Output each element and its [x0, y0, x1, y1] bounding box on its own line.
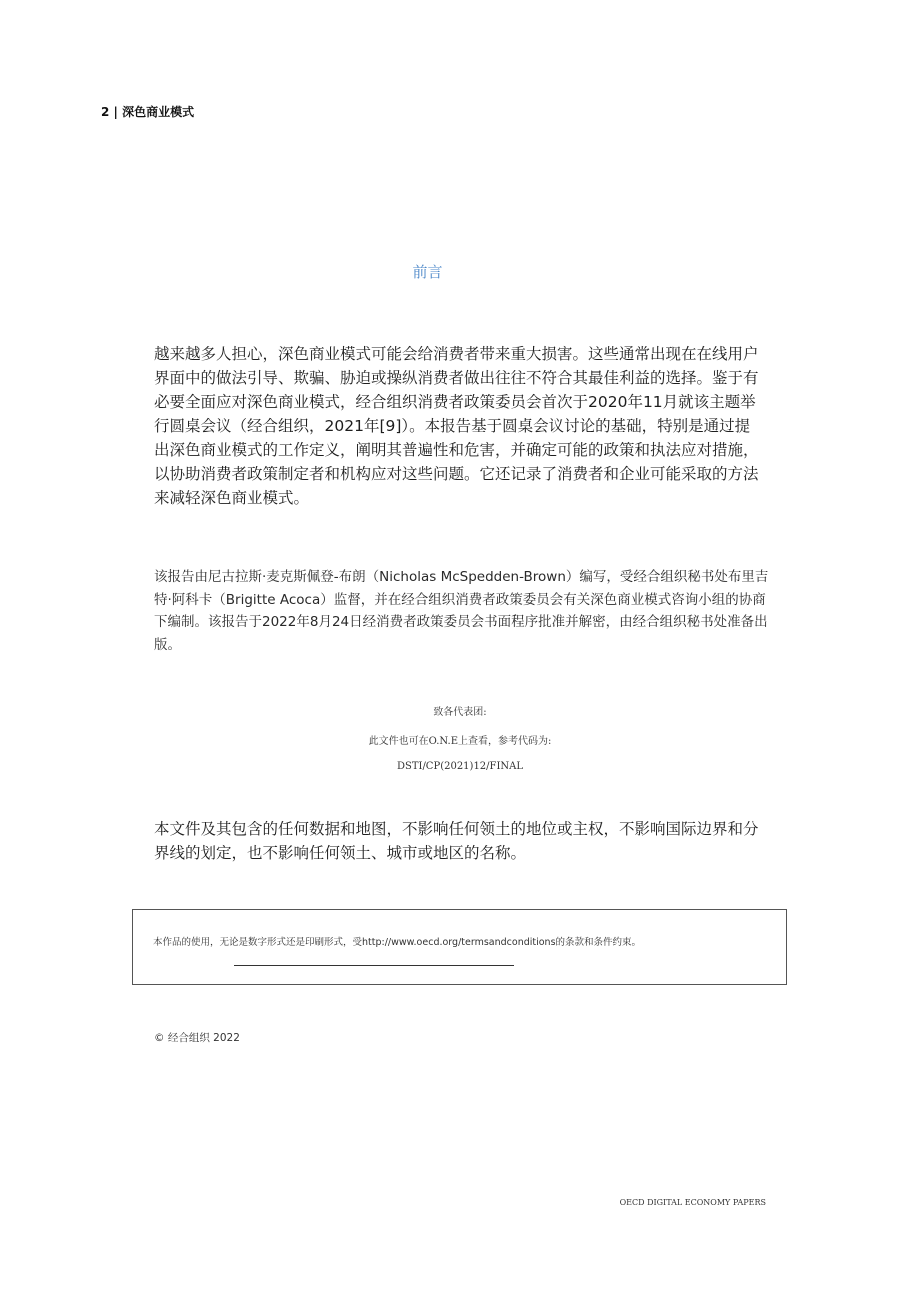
terms-divider — [234, 965, 514, 966]
copyright-notice: © 经合组织 2022 — [154, 1032, 240, 1044]
intro-paragraph: 越来越多人担心，深色商业模式可能会给消费者带来重大损害。这些通常出现在在线用户界面中的做法引导、欺骗、胁迫或操纵消费者做出往往不符合其最佳利益的选择。鉴于有必要全面应对深色商业模式，经合组织消费者政策委员会首次于2020年11月就该主题举行圆桌会议（经合组织，2021年[9]）。本报告基于圆桌会议讨论的基础，特别是通过提出深色商业模式的工作定义，阐明其普遍性和危害，并确定可能的政策和执法应对措施，以协助消费者政策制定者和机构应对这些问题。它还记录了消费者和企业可能采取的方法来减轻深色商业模式。 — [154, 345, 759, 507]
footer-series-name: OECD DIGITAL ECONOMY PAPERS — [619, 1198, 766, 1207]
terms-text: 本作品的使用，无论是数字形式还是印刷形式，受http://www.oecd.org/termsandconditions的条款和条件约束。 — [153, 937, 642, 948]
disclaimer-paragraph: 本文件及其包含的任何数据和地图，不影响任何领土的地位或主权，不影响国际边界和分界线的划定，也不影响任何领土、城市或地区的名称。 — [154, 820, 759, 862]
author-paragraph: 该报告由尼古拉斯·麦克斯佩登-布朗（Nicholas McSpedden-Brown）编写，受经合组织秘书处布里吉特·阿科卡（Brigitte Acoca）监督，并在经合组织消费者政策委员会有关深色商业模式咨询小组的协商下编制。该报告于2022年8月24日经消费者政策委员会书面程序批准并解密，由经合组织秘书处准备出版。 — [154, 569, 769, 653]
terms-box — [132, 909, 787, 985]
distribution-availability: 此文件也可在O.N.E上查看，参考代码为: — [368, 736, 552, 747]
running-header: 2 | 深色商业模式 — [101, 105, 195, 119]
reference-code: DSTI/CP(2021)12/FINAL — [396, 761, 524, 772]
page-title: 前言 — [412, 263, 443, 281]
distribution-recipients: 致各代表团: — [433, 707, 487, 718]
